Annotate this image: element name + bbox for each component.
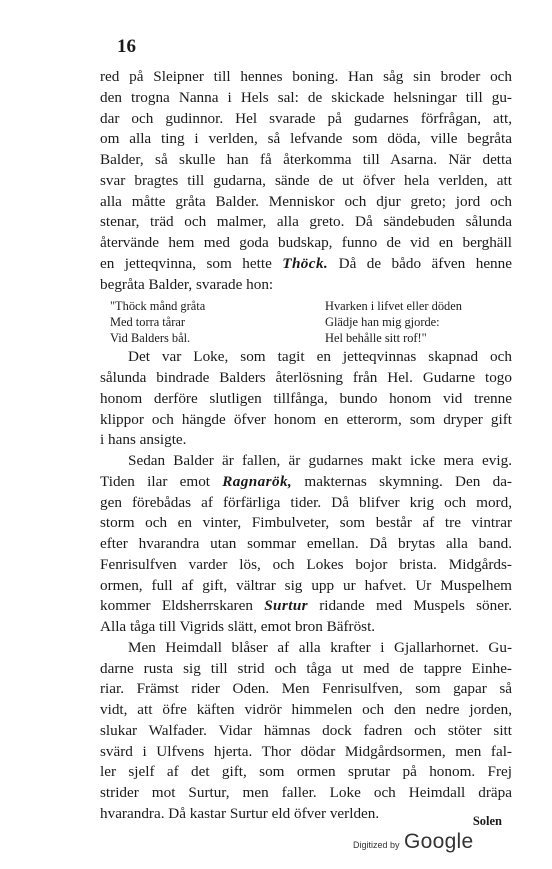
text-line: dar och gudinnor. Hel svarade på gudarnes förfrågan, att, (100, 109, 512, 127)
verse-line: Glädje han mig gjorde: (325, 314, 440, 329)
page-number: 16 (117, 36, 136, 57)
text-fragment: Tiden ilar emot (100, 472, 223, 490)
text-line: ormen, full af gift, vältrar sig upp ur hafvet. Ur Muspelhem (100, 576, 512, 594)
catchword: Solen (472, 814, 502, 828)
text-line: efter hvarandra utan sommar emellan. Då brytas alla band. (100, 535, 512, 552)
text-line: darne rusta sig till strid och tåga ut med de tappre Einhe- (100, 659, 512, 677)
verse-line: Hel behålle sitt rof!" (325, 330, 427, 345)
text-fragment: ridande med Muspels söner. (307, 597, 512, 615)
text-line: den trogna Nanna i Hels sal: de skickade helsningar till gu- (100, 88, 512, 106)
name-ragnarok: Ragnarök, (222, 472, 293, 490)
verse-line: Hvarken i lifvet eller döden (325, 298, 462, 313)
text-line: riar. Främst rider Oden. Men Fenrisulfven, som gapar så (100, 680, 512, 698)
verse-line: "Thöck månd gråta (110, 298, 206, 313)
google-logo: Google (403, 830, 474, 853)
text-line: storm och en vinter, Fimbulveter, som består af tre vintrar (100, 514, 512, 532)
text-line: Alla tåga till Vigrids slätt, emot bron Bäfröst. (100, 618, 376, 635)
text-line: slukar Walfader. Vidar hämnas dock fadren och stöter sitt (100, 721, 512, 739)
text-line: strider mot Surtur, men faller. Loke och Heimdall dräpa (100, 784, 512, 801)
text-line: Det var Loke, som tagit en jetteqvinnas skapnad och (128, 348, 512, 366)
text-line: om alla ting i verlden, så lefvande som döda, ville begråta (100, 130, 512, 148)
text-line (100, 255, 512, 273)
text-line: stenar, träd och malmer, alla greto. Då sändebuden sålunda (100, 213, 512, 231)
text-line: i hans ansigte. (100, 431, 187, 449)
text-fragment: makternas skymning. Den da- (292, 472, 512, 490)
text-line: svärd i Ulfvens hjerta. Thor dödar Midgårdsormen, men fal- (100, 742, 512, 760)
verse-line: Vid Balders bål. (110, 330, 191, 345)
text-line (100, 597, 512, 615)
text-line: begråta Balder, svarade hon: (100, 275, 274, 293)
verse-line: Med torra tårar (110, 314, 185, 329)
text-line: honom derföre slutligen tillfånga, bundo honom vid trenne (100, 389, 512, 407)
text-line: Fenrisulfven varder lös, och Lokes bojor brista. Midgårds- (100, 555, 512, 573)
name-thock: Thöck. (282, 254, 329, 272)
text-line: Balder, så skulle han få återkomma till Asarna. När detta (100, 151, 512, 168)
text-line: svar bragtes till gudarna, sände de ut öfver hela verlden, att (100, 171, 512, 189)
text-line: Men Heimdall blåser af alla krafter i Gjallarhornet. Gu- (128, 638, 512, 656)
text-line: red på Sleipner till hennes boning. Han såg sin broder och (100, 68, 512, 85)
text-fragment: kommer Eldsherrskaren (100, 597, 265, 615)
text-line: hvarandra. Då kastar Surtur eld öfver verlden. (100, 804, 380, 822)
text-line: Sedan Balder är fallen, är gudarnes makt icke mera evig. (128, 452, 512, 469)
text-line (100, 473, 512, 491)
name-surtur: Surtur (264, 597, 308, 615)
text-line: ler sjelf af det gift, som ormen sprutar på honom. Frej (100, 763, 512, 781)
text-fragment: Då de bådo äfven henne (328, 254, 512, 272)
text-line: klippor och hängde öfver honom en etterorm, som dryper gift (100, 410, 512, 428)
watermark-prefix: Digitized by (353, 840, 400, 850)
text-line: gen förebådas af förfärliga tider. Då blifver krig och mord, (100, 493, 512, 511)
text-line: alla måtte gråta Balder. Menniskor och djur greto; jord och (100, 192, 512, 210)
text-fragment: en jetteqvinna, som hette (100, 254, 283, 272)
text-line: vidt, att öfre käften vidrör himmelen och den nedre jorden, (100, 701, 512, 718)
text-line: sålunda bindrade Balders återlösning från Hel. Gudarne togo (100, 369, 512, 386)
digitized-by-watermark (353, 830, 474, 854)
text-line: återvände hem med goda budskap, funno de vid en berghäll (100, 234, 512, 251)
